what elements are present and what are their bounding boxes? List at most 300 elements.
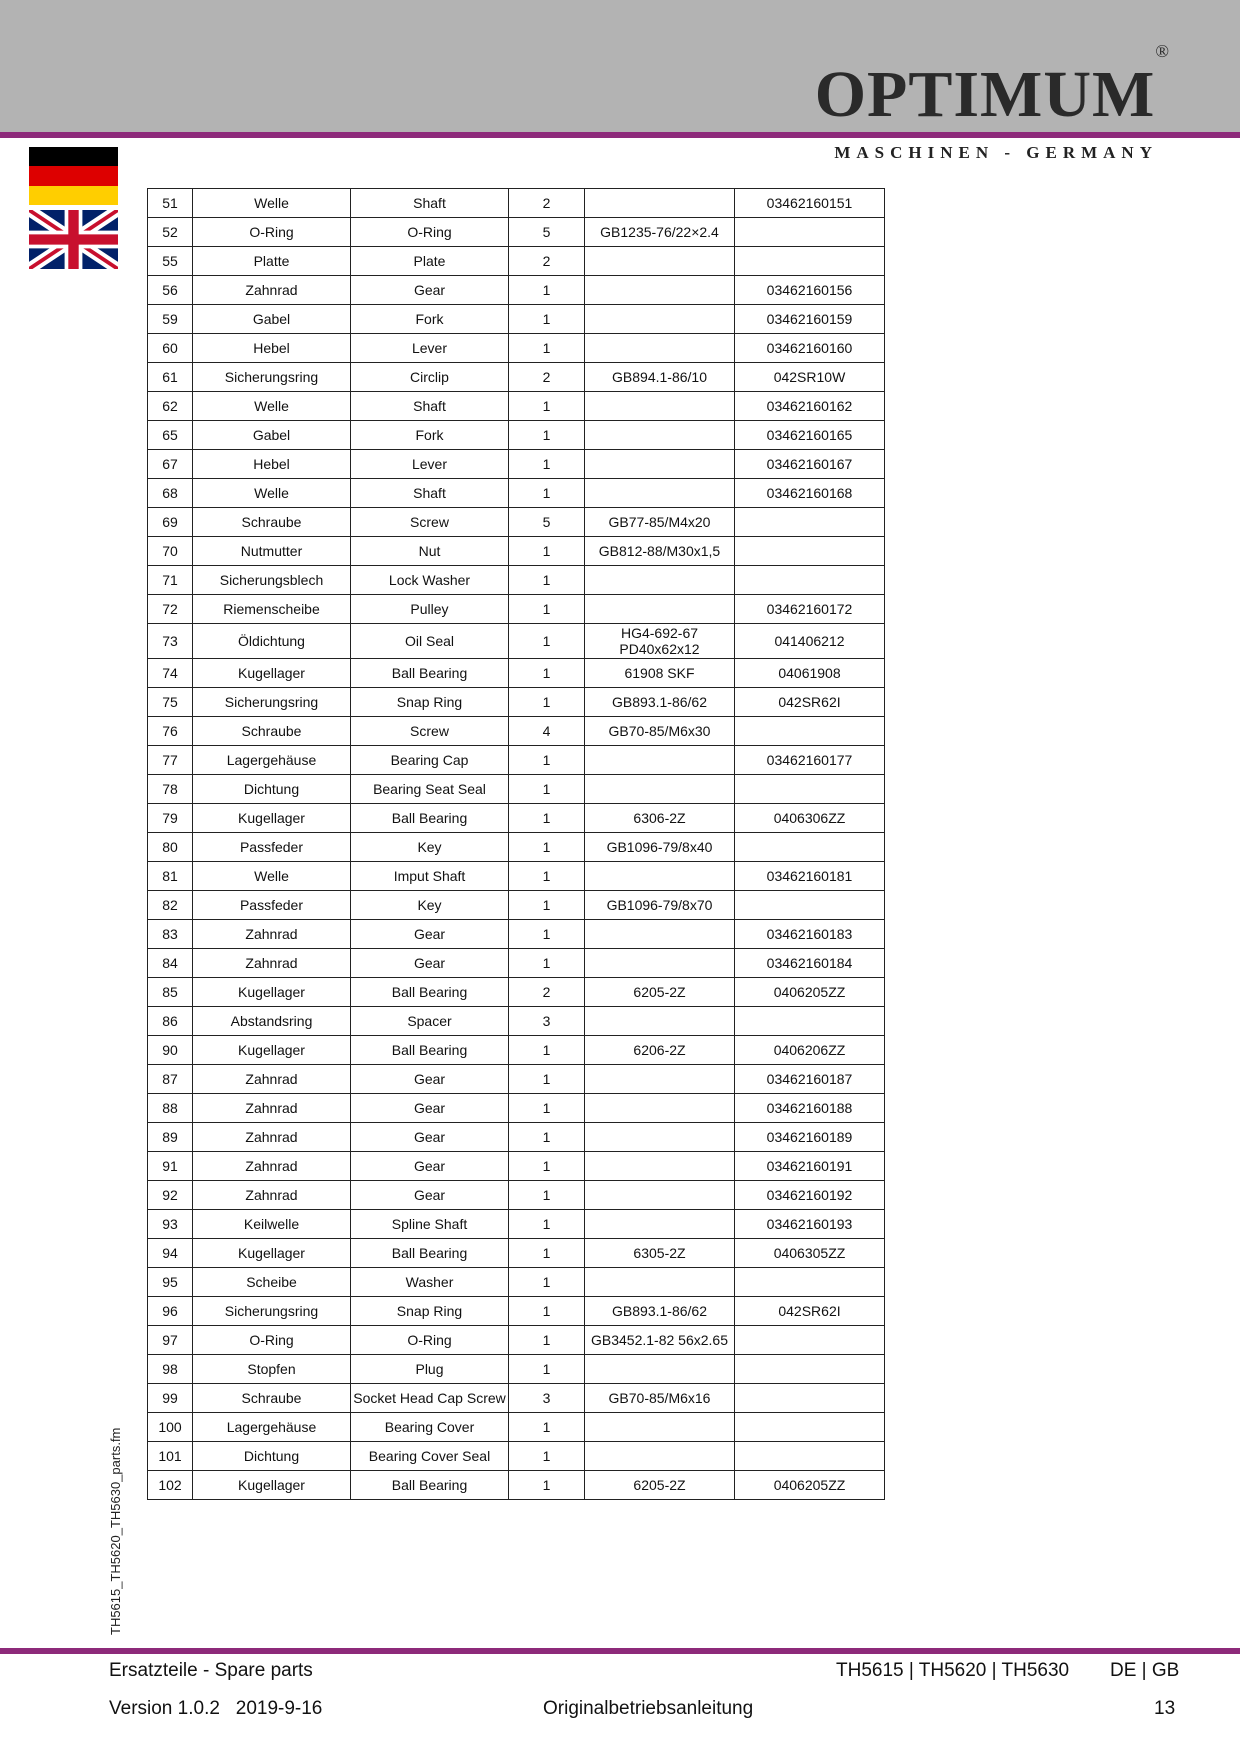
table-row [148,334,885,363]
cell-pos: 68 [148,479,193,508]
cell-quantity: 1 [509,1326,585,1355]
cell-standard [585,595,735,624]
cell-pos: 72 [148,595,193,624]
table-row [148,363,885,392]
cell-pos: 86 [148,1007,193,1036]
cell-english-name: Pulley [351,595,509,624]
table-row [148,688,885,717]
cell-pos: 70 [148,537,193,566]
cell-standard [585,920,735,949]
cell-german-name: O-Ring [193,1326,351,1355]
cell-standard [585,1181,735,1210]
cell-article-no: 03462160177 [735,746,885,775]
cell-standard [585,276,735,305]
cell-standard [585,305,735,334]
cell-german-name: Hebel [193,450,351,479]
cell-article-no [735,1326,885,1355]
cell-article-no [735,775,885,804]
cell-pos: 81 [148,862,193,891]
cell-english-name: Circlip [351,363,509,392]
cell-quantity: 1 [509,421,585,450]
parts-table [147,188,885,1500]
cell-pos: 95 [148,1268,193,1297]
cell-english-name: Gear [351,276,509,305]
table-row [148,1065,885,1094]
cell-pos: 56 [148,276,193,305]
cell-english-name: Socket Head Cap Screw [351,1384,509,1413]
table-row [148,276,885,305]
cell-quantity: 2 [509,247,585,276]
brand-logo [814,41,1170,131]
cell-german-name: Passfeder [193,833,351,862]
cell-quantity: 4 [509,717,585,746]
cell-pos: 102 [148,1471,193,1500]
footer-manual-type: Originalbetriebsanleitung [543,1698,754,1719]
cell-english-name: Ball Bearing [351,1471,509,1500]
cell-german-name: Sicherungsring [193,363,351,392]
cell-standard: GB1096-79/8x70 [585,891,735,920]
cell-standard: 61908 SKF [585,659,735,688]
cell-quantity: 1 [509,746,585,775]
cell-german-name: Schraube [193,508,351,537]
cell-quantity: 1 [509,1268,585,1297]
cell-pos: 55 [148,247,193,276]
cell-german-name: Stopfen [193,1355,351,1384]
cell-german-name: Zahnrad [193,1094,351,1123]
cell-english-name: Lever [351,334,509,363]
cell-quantity: 1 [509,624,585,659]
cell-article-no: 03462160162 [735,392,885,421]
table-row [148,1210,885,1239]
cell-german-name: Hebel [193,334,351,363]
cell-german-name: Lagergehäuse [193,1413,351,1442]
cell-german-name: Zahnrad [193,1123,351,1152]
cell-english-name: Key [351,833,509,862]
cell-article-no [735,218,885,247]
cell-pos: 90 [148,1036,193,1065]
cell-quantity: 1 [509,891,585,920]
cell-article-no [735,717,885,746]
cell-english-name: Ball Bearing [351,804,509,833]
cell-article-no [735,1007,885,1036]
cell-english-name: Key [351,891,509,920]
cell-english-name: Lock Washer [351,566,509,595]
cell-quantity: 1 [509,1442,585,1471]
cell-standard [585,1065,735,1094]
cell-standard [585,189,735,218]
cell-pos: 82 [148,891,193,920]
cell-quantity: 3 [509,1384,585,1413]
cell-standard: GB1235-76/22×2.4 [585,218,735,247]
cell-german-name: Schraube [193,1384,351,1413]
table-row [148,1152,885,1181]
footer-section-title: Ersatzteile - Spare parts [109,1660,313,1681]
cell-pos: 92 [148,1181,193,1210]
cell-pos: 94 [148,1239,193,1268]
cell-quantity: 3 [509,1007,585,1036]
cell-german-name: Kugellager [193,1036,351,1065]
table-row [148,1036,885,1065]
cell-german-name: Zahnrad [193,949,351,978]
cell-english-name: Snap Ring [351,1297,509,1326]
cell-standard [585,1123,735,1152]
table-row [148,1471,885,1500]
cell-article-no: 03462160189 [735,1123,885,1152]
cell-standard: GB1096-79/8x40 [585,833,735,862]
cell-pos: 91 [148,1152,193,1181]
cell-english-name: Gear [351,1065,509,1094]
cell-article-no: 03462160167 [735,450,885,479]
cell-article-no: 03462160165 [735,421,885,450]
cell-german-name: Kugellager [193,1239,351,1268]
parts-table-body [148,189,885,1500]
cell-german-name: Riemenscheibe [193,595,351,624]
cell-article-no [735,1268,885,1297]
cell-standard: 6206-2Z [585,1036,735,1065]
cell-article-no: 0406205ZZ [735,1471,885,1500]
cell-quantity: 2 [509,978,585,1007]
cell-pos: 61 [148,363,193,392]
cell-english-name: Gear [351,920,509,949]
table-row [148,479,885,508]
cell-german-name: Platte [193,247,351,276]
cell-pos: 71 [148,566,193,595]
table-row [148,421,885,450]
cell-standard [585,862,735,891]
table-row [148,1007,885,1036]
table-row [148,537,885,566]
cell-article-no: 0406205ZZ [735,978,885,1007]
cell-standard: GB70-85/M6x30 [585,717,735,746]
cell-standard: HG4-692-67 PD40x62x12 [585,624,735,659]
cell-german-name: Kugellager [193,1471,351,1500]
cell-english-name: Gear [351,1181,509,1210]
table-row [148,1123,885,1152]
cell-english-name: Shaft [351,189,509,218]
cell-english-name: Fork [351,421,509,450]
cell-english-name: Imput Shaft [351,862,509,891]
table-row [148,566,885,595]
table-row [148,624,885,659]
cell-article-no: 03462160193 [735,1210,885,1239]
cell-article-no: 041406212 [735,624,885,659]
cell-article-no [735,247,885,276]
cell-article-no [735,891,885,920]
cell-english-name: Bearing Cover [351,1413,509,1442]
cell-pos: 67 [148,450,193,479]
cell-quantity: 5 [509,508,585,537]
cell-english-name: Fork [351,305,509,334]
cell-german-name: Schraube [193,717,351,746]
cell-english-name: Screw [351,717,509,746]
cell-article-no: 03462160192 [735,1181,885,1210]
table-row [148,746,885,775]
table-row [148,1297,885,1326]
cell-quantity: 1 [509,450,585,479]
cell-german-name: Zahnrad [193,1065,351,1094]
cell-article-no: 03462160156 [735,276,885,305]
cell-german-name: Dichtung [193,1442,351,1471]
cell-standard [585,775,735,804]
cell-standard: GB893.1-86/62 [585,1297,735,1326]
cell-german-name: Gabel [193,421,351,450]
cell-quantity: 1 [509,392,585,421]
cell-german-name: Zahnrad [193,1152,351,1181]
cell-standard [585,746,735,775]
cell-standard [585,421,735,450]
cell-article-no: 03462160168 [735,479,885,508]
table-row [148,1442,885,1471]
cell-english-name: Shaft [351,392,509,421]
cell-english-name: Spline Shaft [351,1210,509,1239]
cell-pos: 101 [148,1442,193,1471]
cell-article-no: 042SR62I [735,688,885,717]
cell-german-name: Zahnrad [193,276,351,305]
cell-article-no: 0406206ZZ [735,1036,885,1065]
cell-pos: 76 [148,717,193,746]
cell-pos: 78 [148,775,193,804]
cell-english-name: Gear [351,1152,509,1181]
cell-english-name: Plug [351,1355,509,1384]
cell-article-no: 03462160187 [735,1065,885,1094]
cell-pos: 73 [148,624,193,659]
flag-stripe-black [29,147,118,166]
table-row [148,717,885,746]
cell-standard [585,1094,735,1123]
cell-german-name: Passfeder [193,891,351,920]
cell-english-name: Washer [351,1268,509,1297]
cell-english-name: Gear [351,1094,509,1123]
footer-page-number: 13 [1154,1698,1176,1719]
cell-standard [585,479,735,508]
cell-standard [585,566,735,595]
cell-article-no [735,537,885,566]
cell-quantity: 1 [509,1123,585,1152]
cell-article-no: 03462160191 [735,1152,885,1181]
cell-standard [585,247,735,276]
table-row [148,305,885,334]
cell-quantity: 5 [509,218,585,247]
cell-standard: 6305-2Z [585,1239,735,1268]
cell-pos: 97 [148,1326,193,1355]
cell-german-name: Nutmutter [193,537,351,566]
flag-stripe-red [29,166,118,185]
cell-pos: 52 [148,218,193,247]
table-row [148,508,885,537]
table-row [148,392,885,421]
cell-quantity: 1 [509,479,585,508]
table-row [148,1413,885,1442]
table-row [148,833,885,862]
cell-german-name: Öldichtung [193,624,351,659]
cell-article-no: 03462160172 [735,595,885,624]
cell-pos: 87 [148,1065,193,1094]
brand-tagline: MASCHINEN - GERMANY [834,143,1158,162]
cell-pos: 59 [148,305,193,334]
cell-pos: 80 [148,833,193,862]
cell-standard: GB893.1-86/62 [585,688,735,717]
cell-standard: GB77-85/M4x20 [585,508,735,537]
cell-article-no [735,1384,885,1413]
cell-english-name: Plate [351,247,509,276]
cell-article-no: 0406305ZZ [735,1239,885,1268]
cell-article-no: 03462160188 [735,1094,885,1123]
cell-german-name: Welle [193,392,351,421]
cell-english-name: Ball Bearing [351,659,509,688]
cell-pos: 93 [148,1210,193,1239]
cell-article-no: 03462160160 [735,334,885,363]
table-row [148,1239,885,1268]
cell-pos: 83 [148,920,193,949]
cell-quantity: 1 [509,1297,585,1326]
cell-article-no [735,566,885,595]
german-flag-icon [29,147,118,205]
cell-quantity: 1 [509,1471,585,1500]
cell-standard [585,334,735,363]
cell-german-name: Scheibe [193,1268,351,1297]
cell-standard: 6205-2Z [585,978,735,1007]
cell-quantity: 1 [509,1152,585,1181]
cell-standard [585,450,735,479]
cell-german-name: Sicherungsring [193,688,351,717]
cell-german-name: Sicherungsblech [193,566,351,595]
cell-english-name: Gear [351,1123,509,1152]
table-row [148,862,885,891]
cell-standard [585,1007,735,1036]
cell-english-name: Screw [351,508,509,537]
cell-quantity: 1 [509,305,585,334]
table-row [148,1181,885,1210]
cell-article-no: 04061908 [735,659,885,688]
table-row [148,804,885,833]
cell-article-no: 042SR62I [735,1297,885,1326]
cell-quantity: 1 [509,688,585,717]
table-row [148,218,885,247]
cell-english-name: Ball Bearing [351,1036,509,1065]
cell-quantity: 1 [509,1181,585,1210]
cell-quantity: 1 [509,949,585,978]
cell-german-name: Welle [193,479,351,508]
cell-quantity: 1 [509,1065,585,1094]
cell-german-name: Welle [193,189,351,218]
cell-pos: 88 [148,1094,193,1123]
cell-article-no: 03462160181 [735,862,885,891]
cell-pos: 96 [148,1297,193,1326]
cell-quantity: 1 [509,595,585,624]
footer-languages: DE | GB [1110,1660,1180,1681]
table-row [148,450,885,479]
cell-pos: 69 [148,508,193,537]
cell-standard [585,1152,735,1181]
cell-pos: 100 [148,1413,193,1442]
cell-quantity: 2 [509,363,585,392]
cell-english-name: Gear [351,949,509,978]
table-row [148,775,885,804]
cell-english-name: Ball Bearing [351,1239,509,1268]
cell-article-no: 03462160184 [735,949,885,978]
cell-quantity: 1 [509,833,585,862]
cell-standard [585,1210,735,1239]
cell-english-name: Snap Ring [351,688,509,717]
cell-english-name: Shaft [351,479,509,508]
cell-article-no [735,1355,885,1384]
footer-version: Version 1.0.2 2019-9-16 [109,1698,323,1719]
cell-quantity: 1 [509,1094,585,1123]
cell-quantity: 1 [509,920,585,949]
cell-standard: GB70-85/M6x16 [585,1384,735,1413]
cell-article-no: 03462160151 [735,189,885,218]
cell-quantity: 1 [509,1036,585,1065]
cell-quantity: 1 [509,276,585,305]
cell-german-name: Gabel [193,305,351,334]
cell-standard: 6205-2Z [585,1471,735,1500]
footer-accent-line [0,1648,1240,1654]
cell-german-name: Zahnrad [193,920,351,949]
cell-standard: GB3452.1-82 56x2.65 [585,1326,735,1355]
cell-pos: 51 [148,189,193,218]
table-row [148,247,885,276]
cell-english-name: Lever [351,450,509,479]
cell-pos: 85 [148,978,193,1007]
cell-english-name: Nut [351,537,509,566]
cell-english-name: Spacer [351,1007,509,1036]
cell-pos: 84 [148,949,193,978]
cell-german-name: Kugellager [193,659,351,688]
cell-standard: GB894.1-86/10 [585,363,735,392]
cell-quantity: 1 [509,1413,585,1442]
table-row [148,1268,885,1297]
cell-quantity: 2 [509,189,585,218]
source-file-label: TH5615_TH5620_TH5630_parts.fm [108,1427,123,1635]
flag-stripe-gold [29,186,118,205]
cell-quantity: 1 [509,537,585,566]
cell-quantity: 1 [509,566,585,595]
cell-standard: 6306-2Z [585,804,735,833]
brand-name: OPTIMUM [814,58,1156,131]
cell-article-no [735,1442,885,1471]
cell-english-name: Oil Seal [351,624,509,659]
cell-pos: 99 [148,1384,193,1413]
cell-german-name: Lagergehäuse [193,746,351,775]
header-accent-line [0,132,1240,138]
cell-english-name: Bearing Seat Seal [351,775,509,804]
cell-pos: 89 [148,1123,193,1152]
table-row [148,949,885,978]
cell-pos: 75 [148,688,193,717]
cell-article-no [735,833,885,862]
cell-english-name: O-Ring [351,1326,509,1355]
table-row [148,659,885,688]
cell-quantity: 1 [509,804,585,833]
cell-german-name: Kugellager [193,978,351,1007]
table-row [148,595,885,624]
cell-standard [585,949,735,978]
footer-models: TH5615 | TH5620 | TH5630 [836,1660,1070,1681]
cell-standard [585,392,735,421]
cell-german-name: Dichtung [193,775,351,804]
table-row [148,891,885,920]
cell-german-name: Kugellager [193,804,351,833]
cell-pos: 62 [148,392,193,421]
table-row [148,1326,885,1355]
cell-german-name: Welle [193,862,351,891]
cell-article-no [735,1413,885,1442]
cell-english-name: Bearing Cover Seal [351,1442,509,1471]
cell-standard [585,1442,735,1471]
cell-german-name: O-Ring [193,218,351,247]
cell-article-no: 0406306ZZ [735,804,885,833]
table-row [148,920,885,949]
